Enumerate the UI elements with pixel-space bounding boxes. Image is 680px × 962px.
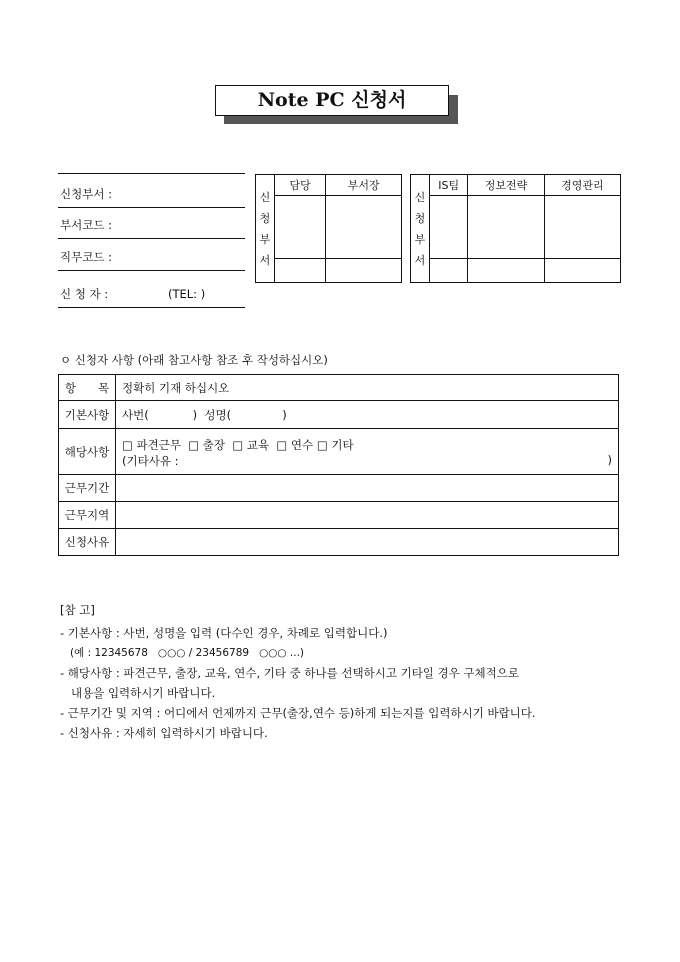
region-value[interactable] [116, 502, 619, 529]
approval-header-dept-head: 부서장 [326, 175, 402, 196]
dept-field[interactable] [58, 174, 245, 208]
approval-header-management: 경영관리 [544, 175, 620, 196]
approval-header-staff: 담당 [275, 175, 326, 196]
job-code-label: 직무코드 : [60, 250, 112, 264]
reason-label: 신청사유 [59, 529, 116, 556]
option-business-trip[interactable]: □ 출장 [188, 437, 226, 452]
basic-label: 기본사항 [59, 401, 116, 429]
note-line: - 근무기간 및 지역 : 어디에서 언제까지 근무(출장,연수 등)하게 되는지를 입력하시기 바랍니다. [60, 706, 536, 720]
approval-sign-info-strategy[interactable] [468, 196, 544, 259]
dept-code-label: 부서코드 : [60, 218, 112, 232]
option-training[interactable]: □ 연수 [276, 437, 314, 452]
dept-code-field[interactable] [58, 208, 245, 239]
other-reason-close: ) [607, 452, 612, 467]
applicant-form-table [58, 374, 619, 556]
approval-left-side: 신 청 부 서 [256, 175, 275, 283]
table-row [59, 475, 619, 502]
option-education[interactable]: □ 교육 [232, 437, 270, 452]
tel-label: (TEL: ) [168, 287, 206, 301]
applicant-field[interactable] [58, 271, 245, 308]
table-row [59, 502, 619, 529]
approval-header-is-team: IS팀 [430, 175, 468, 196]
approval-date-is-team[interactable] [430, 259, 468, 283]
option-other[interactable]: □ 기타 [316, 437, 354, 452]
table-row [59, 429, 619, 475]
region-label: 근무지역 [59, 502, 116, 529]
note-line: - 기본사항 : 사번, 성명을 입력 (다수인 경우, 차례로 입력합니다.) [60, 626, 388, 640]
basic-value[interactable]: 사번( ) 성명( ) [116, 401, 619, 429]
section-heading: ㅇ 신청자 사항 (아래 참고사항 참조 후 작성하십시오) [60, 353, 328, 367]
reason-value[interactable] [116, 529, 619, 556]
approval-date-management[interactable] [544, 259, 620, 283]
approval-table-right [410, 174, 621, 283]
approval-sign-dept-head[interactable] [326, 196, 402, 259]
type-value[interactable] [116, 429, 619, 475]
note-line: 내용을 입력하시기 바랍니다. [60, 686, 216, 700]
approval-right-side: 신 청 부 서 [411, 175, 430, 283]
approval-sign-staff[interactable] [275, 196, 326, 259]
approval-sign-is-team[interactable] [430, 196, 468, 259]
period-value[interactable] [116, 475, 619, 502]
approval-header-info-strategy: 정보전략 [468, 175, 544, 196]
approval-date-info-strategy[interactable] [468, 259, 544, 283]
note-line: - 신청사유 : 자세히 입력하시기 바랍니다. [60, 726, 268, 740]
approval-date-staff[interactable] [275, 259, 326, 283]
period-label: 근무기간 [59, 475, 116, 502]
dept-label: 신청부서 : [60, 187, 112, 201]
applicant-label: 신 청 자 : [60, 287, 109, 301]
table-row [59, 529, 619, 556]
header-value: 정확히 기재 하십시오 [116, 375, 619, 401]
approval-date-dept-head[interactable] [326, 259, 402, 283]
table-row [59, 375, 619, 401]
page-title: Note PC 신청서 [215, 85, 449, 116]
approval-sign-management[interactable] [544, 196, 620, 259]
approval-table-left [255, 174, 402, 283]
notes-heading: [참 고] [60, 603, 95, 617]
note-line: (예 : 12345678 ○○○ / 23456789 ○○○ ...) [60, 647, 305, 659]
note-line: - 해당사항 : 파견근무, 출장, 교육, 연수, 기타 중 하나를 선택하시고 기타일 경우 구체적으로 [60, 666, 519, 680]
type-label: 해당사항 [59, 429, 116, 475]
option-dispatch[interactable]: □ 파견근무 [122, 437, 181, 452]
other-reason-label: (기타사유 : [122, 453, 179, 468]
table-row [59, 401, 619, 429]
job-code-field[interactable] [58, 239, 245, 271]
header-label: 항 목 [59, 375, 116, 401]
